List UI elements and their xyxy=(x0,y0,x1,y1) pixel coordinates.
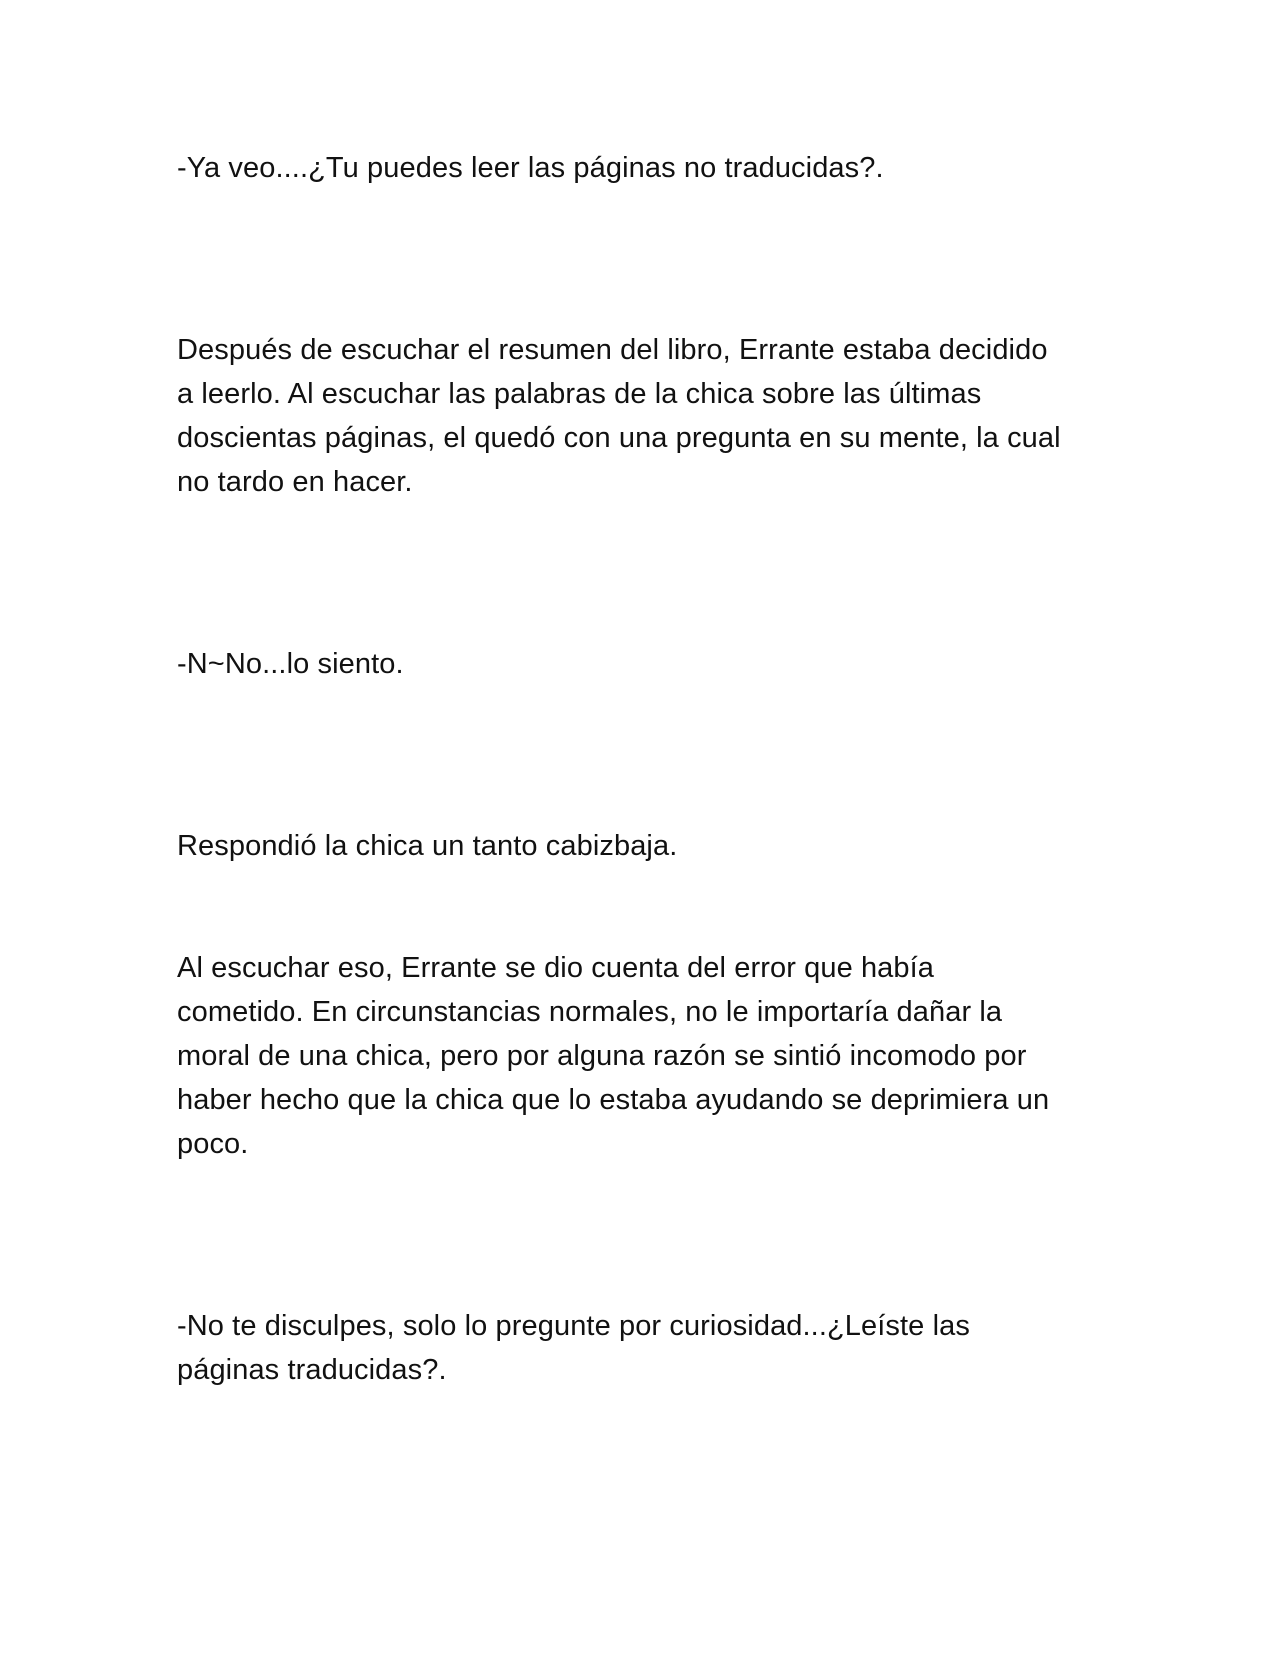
dialogue-line-apology: -N~No...lo siento. xyxy=(177,648,404,680)
narration-paragraph-realization: Al escuchar eso, Errante se dio cuenta del error que había cometido. En circunstancias normales, no le importaría dañar la moral de una chica, pero por alguna razón se sintió incomodo por haber hecho que la chica que lo estaba ayudando se deprimiera un poco. xyxy=(177,952,1050,1160)
dialogue-line-reassurance: -No te disculpes, solo lo pregunte por curiosidad...¿Leíste las páginas traducidas?. xyxy=(177,1310,970,1386)
dialogue-line-question: -Ya veo....¿Tu puedes leer las páginas no traducidas?. xyxy=(177,152,884,184)
narration-line-response: Respondió la chica un tanto cabizbaja. xyxy=(177,830,678,862)
narration-paragraph-summary: Después de escuchar el resumen del libro, Errante estaba decidido a leerlo. Al escuchar las palabras de la chica sobre las últimas doscientas páginas, el quedó con una pregunta en su mente, la cual no tardo en hacer. xyxy=(177,334,1061,498)
